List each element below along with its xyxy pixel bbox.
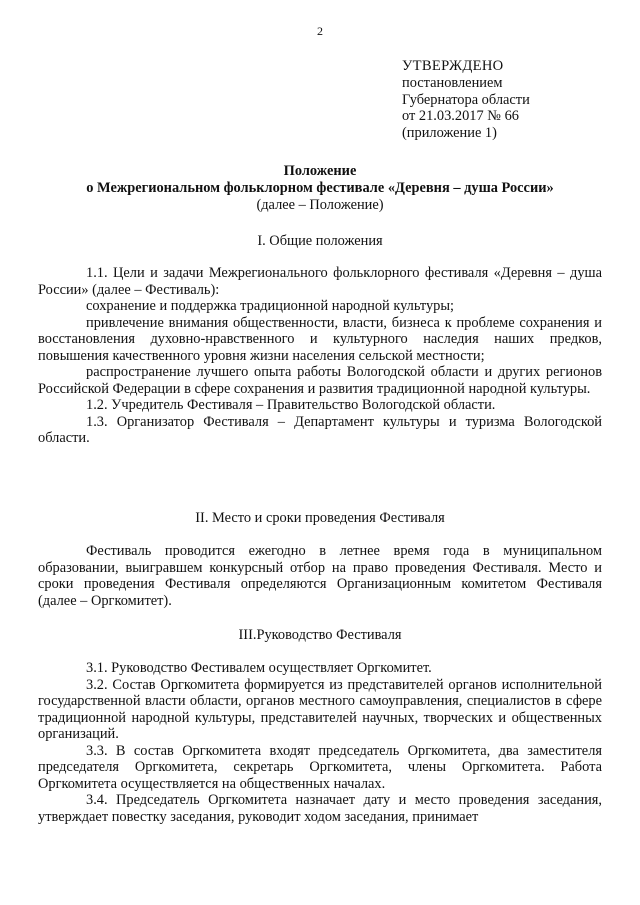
paragraph-2-1: Фестиваль проводится ежегодно в летнее время года в муниципальном образовании, выигравшем конкурсный отбор на право проведения Фестиваля. Место и сроки проведения Фестиваля определяются Организационным комитетом Фестиваля (далее – Оргкомитет). bbox=[38, 543, 602, 609]
approval-title: УТВЕРЖДЕНО bbox=[402, 58, 504, 74]
paragraph-1-3: 1.3. Организатор Фестиваля – Департамент культуры и туризма Вологодской области. bbox=[38, 413, 602, 446]
paragraph-goal-3: распространение лучшего опыта работы Вологодской области и других регионов Российской Федерации в сфере сохранения и развития традиционной народной культуры. bbox=[38, 364, 602, 397]
approval-line-4: (приложение 1) bbox=[402, 125, 497, 142]
section-heading-management: III.Руководство Фестиваля bbox=[238, 627, 402, 643]
section-body-place-dates bbox=[38, 543, 602, 609]
paragraph-goal-1: сохранение и поддержка традиционной народной культуры; bbox=[86, 298, 455, 314]
section-heading-place-dates: II. Место и сроки проведения Фестиваля bbox=[195, 510, 445, 526]
paragraph-1-2: 1.2. Учредитель Фестиваля – Правительство Вологодской области. bbox=[86, 397, 496, 413]
title-line-3: (далее – Положение) bbox=[256, 197, 384, 213]
document-title bbox=[38, 163, 602, 214]
paragraph-3-4: 3.4. Председатель Оргкомитета назначает дату и место проведения заседания, утверждает повестку заседания, руководит ходом заседания, принимает bbox=[38, 792, 602, 825]
title-line-2: о Межрегиональном фольклорном фестивале «Деревня – душа России» bbox=[86, 180, 554, 196]
approval-line-1: постановлением bbox=[402, 74, 503, 91]
paragraph-3-2: 3.2. Состав Оргкомитета формируется из представителей органов исполнительной государственной власти области, органов местного самоуправления, специалистов в сфере традиционной народной культуры, представителей научных, творческих и общественных организаций. bbox=[38, 676, 602, 742]
approval-line-3: от 21.03.2017 № 66 bbox=[402, 108, 519, 125]
paragraph-3-3: 3.3. В состав Оргкомитета входят председатель Оргкомитета, два заместителя председателя Оргкомитета, секретарь Оргкомитета, члены Оргкомитета. Работа Оргкомитета осуществляется на общественных началах. bbox=[38, 742, 602, 792]
title-line-1: Положение bbox=[283, 163, 357, 179]
approval-line-2: Губернатора области bbox=[402, 91, 530, 108]
paragraph-3-1: 3.1. Руководство Фестивалем осуществляет Оргкомитет. bbox=[86, 660, 432, 676]
section-body-general bbox=[38, 265, 602, 447]
section-body-management bbox=[38, 660, 602, 825]
approval-stamp bbox=[402, 58, 622, 142]
section-heading-general: I. Общие положения bbox=[257, 233, 383, 249]
paragraph-1-1: 1.1. Цели и задачи Межрегионального фольклорного фестиваля «Деревня – душа России» (далее – Фестиваль): bbox=[38, 265, 602, 298]
page-number: 2 bbox=[317, 24, 323, 38]
paragraph-goal-2: привлечение внимания общественности, власти, бизнеса к проблеме сохранения и восстановления духовно-нравственного и культурного наследия наших предков, повышения качественного уровня жизни населения сельской местности; bbox=[38, 314, 602, 364]
